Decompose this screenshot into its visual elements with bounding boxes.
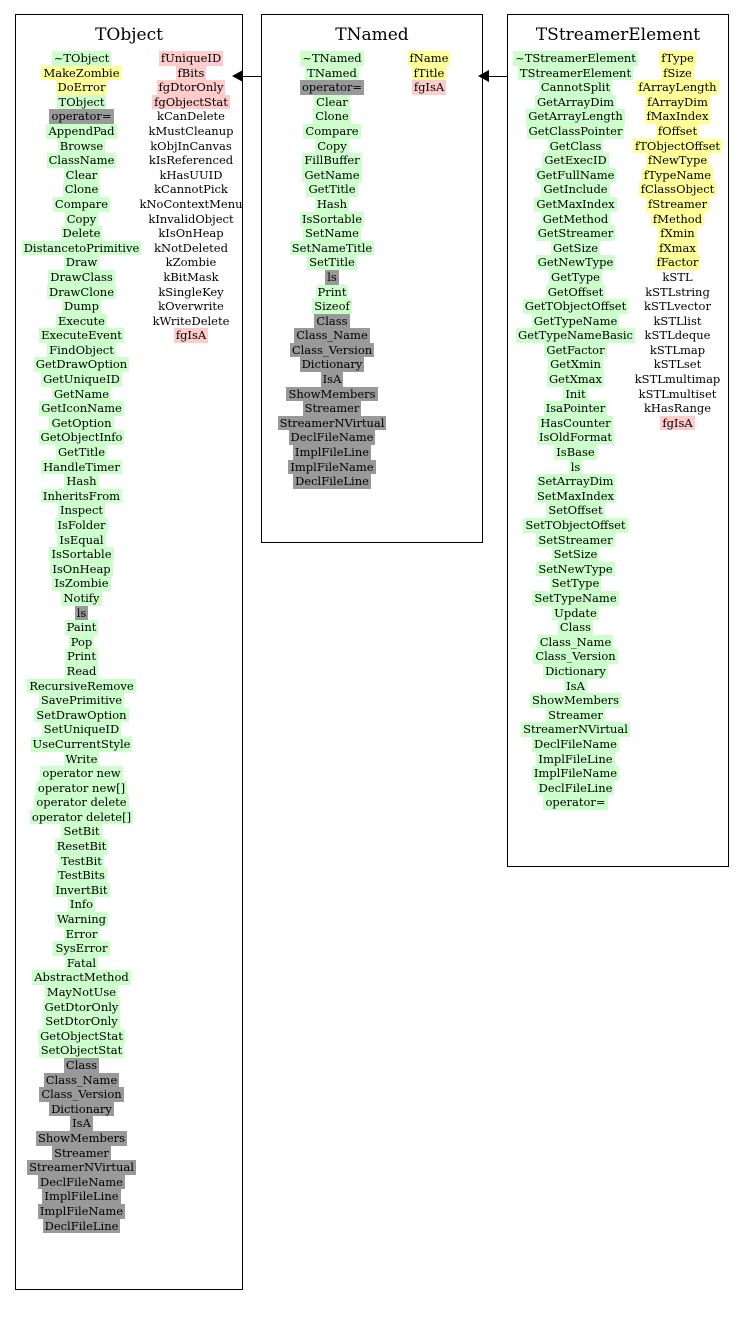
class-method[interactable]: GetNewType [537, 255, 614, 270]
class-field[interactable]: kSTLvector [644, 299, 711, 314]
class-method[interactable]: DeclFileLine [538, 780, 613, 795]
class-method[interactable]: SetOffset [548, 503, 603, 518]
class-method[interactable]: Dictionary [301, 357, 363, 372]
tobject-fields-column [139, 51, 243, 343]
class-method[interactable]: Copy [317, 138, 347, 153]
inheritance-arrowhead-tnamed-tobject [232, 70, 243, 82]
class-method[interactable]: SetNewType [538, 561, 613, 576]
class-field[interactable]: kSTLlist [653, 313, 702, 328]
class-method[interactable]: GetDtorOnly [44, 999, 119, 1014]
class-method[interactable]: ~TObject [53, 51, 110, 65]
class-field[interactable]: fStreamer [647, 196, 708, 211]
class-method[interactable]: UseCurrentStyle [32, 736, 131, 751]
class-method[interactable]: Compare [54, 196, 109, 211]
class-method[interactable]: Inspect [59, 503, 104, 518]
class-method[interactable]: GetName [304, 167, 360, 182]
class-method[interactable]: ImplFileName [290, 459, 374, 474]
class-method[interactable]: Class_Name [45, 1072, 118, 1087]
class-method[interactable]: operator= [545, 795, 606, 810]
class-field[interactable]: fgIsA [413, 80, 445, 95]
class-method[interactable]: operator delete [36, 795, 127, 810]
class-field[interactable]: fXmax [659, 240, 696, 255]
class-method[interactable]: GetType [551, 269, 600, 284]
class-method[interactable]: FindObject [49, 342, 114, 357]
class-method[interactable]: IsFolder [57, 518, 106, 532]
class-field[interactable]: kHasUUID [159, 167, 223, 182]
tstreamerelement-methods-column [516, 51, 635, 810]
class-method[interactable]: ShowMembers [288, 386, 376, 401]
class-method[interactable]: Hash [316, 196, 348, 211]
class-method[interactable]: GetObjectStat [40, 1028, 123, 1043]
class-method[interactable]: DeclFileLine [44, 1218, 119, 1233]
class-method[interactable]: GetIconName [41, 401, 122, 416]
class-method[interactable]: SetTObjectOffset [525, 518, 626, 532]
class-field[interactable]: kSTLmultimap [634, 372, 721, 387]
class-method[interactable]: IsA [72, 1116, 91, 1131]
class-field[interactable]: kIsReferenced [148, 153, 234, 168]
class-method[interactable]: MakeZombie [43, 65, 120, 80]
class-method[interactable]: SetBit [63, 824, 100, 839]
class-method[interactable]: SysError [55, 941, 108, 956]
class-method[interactable]: TestBits [58, 868, 105, 883]
class-method[interactable]: SetObjectStat [40, 1043, 123, 1058]
class-method[interactable]: SavePrimitive [40, 693, 123, 708]
class-method[interactable]: InvertBit [55, 882, 108, 897]
class-method[interactable]: Clone [64, 182, 99, 197]
class-field[interactable]: fTypeName [643, 167, 712, 182]
class-field[interactable]: kSTLstring [645, 284, 710, 299]
class-method[interactable]: ImplFileLine [294, 445, 370, 460]
class-method[interactable]: StreamerNVirtual [279, 415, 385, 430]
class-method[interactable]: Fatal [66, 955, 97, 970]
class-method[interactable]: IsSortable [301, 211, 363, 226]
class-field[interactable]: kNoContextMenu [139, 196, 243, 211]
class-box-tstreamerelement [507, 14, 729, 867]
class-method[interactable]: Streamer [548, 707, 603, 722]
class-method[interactable]: Compare [305, 123, 359, 138]
class-method[interactable]: CannotSplit [540, 80, 611, 95]
class-field[interactable]: fMaxIndex [646, 109, 709, 124]
class-method[interactable]: TNamed [307, 65, 357, 80]
class-field[interactable]: fNewType [647, 153, 708, 168]
class-method[interactable]: IsEqual [59, 532, 104, 547]
class-method[interactable]: IsaPointer [545, 401, 606, 416]
class-method[interactable]: ImplFileLine [44, 1189, 119, 1204]
class-method[interactable]: Dictionary [51, 1101, 112, 1116]
class-method[interactable]: Dump [64, 299, 99, 314]
class-method[interactable]: Print [67, 649, 96, 664]
class-field[interactable]: fClassObject [640, 182, 715, 197]
class-field[interactable]: fTObjectOffset [634, 138, 721, 153]
class-method[interactable]: ls [327, 269, 337, 284]
class-field[interactable]: kOverwrite [158, 299, 224, 314]
class-method[interactable]: DeclFileName [534, 736, 617, 751]
class-field[interactable]: kNotDeleted [154, 240, 228, 255]
class-field[interactable]: fOffset [657, 123, 698, 138]
class-method[interactable]: Write [65, 751, 98, 766]
class-field[interactable]: fType [661, 51, 694, 65]
class-method[interactable]: DeclFileName [40, 1174, 123, 1189]
class-field[interactable]: fFactor [656, 255, 699, 270]
class-method[interactable]: Sizeof [314, 299, 350, 314]
class-method[interactable]: Class [559, 620, 592, 635]
class-box-tobject [15, 14, 243, 1290]
class-method[interactable]: DrawClone [48, 284, 115, 299]
class-field[interactable]: fBits [177, 65, 205, 80]
class-method[interactable]: TestBit [61, 853, 102, 868]
class-method[interactable]: operator= [51, 109, 112, 124]
class-method[interactable]: Info [69, 897, 94, 912]
class-method[interactable]: Class_Version [291, 342, 373, 357]
class-method[interactable]: ClassName [48, 153, 115, 168]
class-method[interactable]: SetName [305, 226, 359, 241]
class-method[interactable]: Print [317, 284, 347, 299]
class-method[interactable]: GetXmax [548, 372, 603, 387]
class-field[interactable]: fXmin [660, 226, 695, 241]
class-field[interactable]: kSTLdeque [644, 328, 711, 343]
tnamed-fields-column [389, 51, 469, 95]
class-method[interactable]: GetObjectInfo [40, 430, 123, 445]
class-method[interactable]: ShowMembers [37, 1130, 126, 1145]
class-method[interactable]: operator= [301, 80, 363, 95]
class-method[interactable]: SetUniqueID [43, 722, 120, 737]
class-method[interactable]: DeclFileName [290, 430, 374, 445]
class-method[interactable]: MayNotUse [46, 985, 117, 999]
class-method[interactable]: GetArrayLength [528, 109, 623, 124]
class-method[interactable]: IsA [322, 372, 342, 387]
class-title-tstreamerelement: TStreamerElement [535, 25, 701, 45]
class-field[interactable]: kSTL [662, 269, 693, 284]
class-method[interactable]: operator new[] [37, 780, 126, 795]
class-method[interactable]: ls [76, 605, 87, 620]
class-method[interactable]: SetType [551, 576, 600, 591]
class-method[interactable]: Class_Name [539, 634, 612, 649]
class-method[interactable]: DrawClass [50, 269, 113, 284]
class-method[interactable]: GetOffset [547, 284, 604, 299]
class-method[interactable]: FillBuffer [304, 153, 360, 168]
class-field[interactable]: fArrayDim [647, 94, 708, 109]
class-method[interactable]: GetMethod [542, 211, 609, 226]
class-method[interactable]: TStreamerElement [519, 65, 632, 80]
class-method[interactable]: SetArrayDim [537, 474, 614, 489]
class-method[interactable]: Clear [65, 167, 98, 182]
class-method[interactable]: ~TNamed [302, 51, 362, 65]
class-field[interactable]: fgIsA [175, 328, 207, 343]
class-method[interactable]: ShowMembers [531, 693, 620, 708]
class-method[interactable]: DistancetoPrimitive [23, 240, 140, 255]
class-method[interactable]: RecursiveRemove [29, 678, 134, 693]
class-method[interactable]: Streamer [54, 1145, 109, 1160]
class-method[interactable]: operator delete[] [31, 809, 132, 824]
class-method[interactable]: ~TStreamerElement [515, 51, 636, 65]
inheritance-line-tstreamerelement-tnamed [489, 76, 508, 77]
class-method[interactable]: GetOption [51, 415, 112, 430]
class-method[interactable]: DoError [57, 80, 106, 95]
class-method[interactable]: DeclFileLine [295, 474, 369, 489]
class-method[interactable]: AbstractMethod [34, 970, 129, 985]
class-method[interactable]: IsZombie [54, 576, 109, 591]
class-title-tnamed: TNamed [335, 25, 409, 45]
class-method[interactable]: GetTObjectOffset [524, 299, 627, 314]
class-title-tobject: TObject [95, 25, 163, 45]
class-members-tstreamerelement [508, 51, 728, 810]
class-method[interactable]: Dictionary [545, 663, 606, 678]
class-method[interactable]: Class [65, 1057, 98, 1072]
class-method[interactable]: GetClassPointer [528, 123, 623, 138]
class-method[interactable]: Class_Version [41, 1087, 122, 1102]
class-field[interactable]: fSize [663, 65, 692, 80]
class-method[interactable]: Clone [315, 109, 349, 124]
class-method[interactable]: Draw [65, 255, 98, 270]
class-method[interactable]: TObject [58, 94, 105, 109]
class-method[interactable]: Clear [316, 94, 348, 109]
class-method[interactable]: ImplFileName [39, 1203, 124, 1218]
class-method[interactable]: InheritsFrom [42, 488, 121, 503]
class-field[interactable]: fgIsA [662, 415, 693, 430]
class-method[interactable]: Update [554, 605, 597, 620]
tnamed-methods-column [275, 51, 389, 489]
class-field[interactable]: kBitMask [163, 269, 219, 284]
class-method[interactable]: GetName [53, 386, 110, 401]
class-method[interactable]: Notify [63, 590, 100, 605]
class-method[interactable]: Pop [70, 634, 93, 649]
class-field[interactable]: fName [409, 51, 449, 65]
class-method[interactable]: IsOldFormat [538, 430, 613, 445]
class-method[interactable]: StreamerNVirtual [523, 722, 628, 737]
class-field[interactable]: kSTLmultiset [638, 386, 717, 401]
class-method[interactable]: HandleTimer [43, 459, 120, 474]
class-field[interactable]: kInvalidObject [148, 211, 234, 226]
inheritance-arrowhead-tstreamerelement-tnamed [478, 70, 489, 82]
class-field[interactable]: kIsOnHeap [158, 226, 224, 241]
class-method[interactable]: Execute [58, 313, 105, 328]
class-method[interactable]: GetTitle [308, 182, 356, 197]
class-method[interactable]: ls [570, 459, 581, 474]
class-method[interactable]: SetSize [553, 547, 598, 562]
class-method[interactable]: GetTitle [57, 445, 106, 460]
class-method[interactable]: SetDrawOption [36, 707, 127, 722]
class-method[interactable]: Streamer [304, 401, 360, 416]
class-method[interactable]: SetMaxIndex [536, 488, 615, 503]
class-method[interactable]: SetTypeName [534, 590, 617, 605]
class-method[interactable]: GetFactor [546, 342, 605, 357]
class-field[interactable]: fgDtorOnly [158, 80, 224, 95]
class-field[interactable]: kSTLset [653, 357, 702, 372]
class-field[interactable]: kZombie [165, 255, 217, 270]
class-method[interactable]: IsSortable [51, 547, 112, 562]
class-method[interactable]: GetExecID [544, 153, 607, 168]
class-method[interactable]: SetDtorOnly [45, 1014, 118, 1029]
class-field[interactable]: kCannotPick [154, 182, 228, 197]
class-method[interactable]: GetArrayDim [536, 94, 615, 109]
class-method[interactable]: SetNameTitle [291, 240, 373, 255]
class-method[interactable]: Copy [66, 211, 97, 226]
class-method[interactable]: Delete [62, 226, 101, 241]
class-method[interactable]: Error [65, 926, 98, 941]
class-method[interactable]: GetInclude [543, 182, 608, 197]
class-method[interactable]: ImplFileLine [538, 751, 613, 766]
class-method[interactable]: Hash [66, 474, 97, 489]
class-field[interactable]: kCanDelete [157, 109, 225, 124]
class-method[interactable]: HasCounter [540, 415, 611, 430]
class-method[interactable]: GetDrawOption [35, 357, 128, 372]
tobject-methods-column [20, 51, 144, 1233]
class-method[interactable]: AppendPad [48, 123, 115, 138]
class-field[interactable]: fUniqueID [160, 51, 222, 65]
class-field[interactable]: kHasRange [643, 401, 712, 416]
class-box-tnamed [261, 14, 483, 543]
class-field[interactable]: fTitle [413, 65, 445, 80]
class-method[interactable]: StreamerNVirtual [29, 1160, 134, 1175]
class-method[interactable]: operator new [42, 766, 121, 781]
class-method[interactable]: ResetBit [56, 839, 107, 854]
class-method[interactable]: Warning [56, 912, 107, 927]
class-method[interactable]: ExecuteEvent [41, 328, 122, 343]
class-method[interactable]: GetTypeName [533, 313, 618, 328]
tstreamerelement-fields-column [635, 51, 720, 430]
class-method[interactable]: GetFullName [536, 167, 615, 182]
class-method[interactable]: GetUniqueID [43, 372, 120, 387]
inheritance-line-tnamed-tobject [243, 76, 262, 77]
class-field[interactable]: kSTLmap [649, 342, 706, 357]
class-members-tnamed [262, 51, 482, 489]
class-method[interactable]: GetClass [549, 138, 602, 153]
class-method[interactable]: GetMaxIndex [536, 196, 615, 211]
class-field[interactable]: kObjInCanvas [150, 138, 232, 153]
class-field[interactable]: fMethod [652, 211, 703, 226]
class-members-tobject [16, 51, 242, 1233]
class-field[interactable]: fgObjectStat [154, 94, 228, 109]
class-field[interactable]: kWriteDelete [152, 313, 230, 328]
class-method[interactable]: IsA [566, 678, 585, 693]
class-method[interactable]: IsBase [556, 445, 595, 460]
class-method[interactable]: Read [66, 663, 97, 678]
class-field[interactable]: kSingleKey [158, 284, 224, 299]
class-method[interactable]: GetTypeNameBasic [518, 328, 633, 343]
class-method[interactable]: Paint [66, 620, 97, 635]
class-method[interactable]: GetSize [552, 240, 599, 255]
class-method[interactable]: Browse [59, 138, 104, 153]
class-method[interactable]: GetStreamer [537, 226, 614, 241]
class-method[interactable]: Init [565, 386, 586, 401]
class-field[interactable]: fArrayLength [638, 80, 717, 95]
class-method[interactable]: IsOnHeap [52, 561, 111, 576]
class-field[interactable]: kMustCleanup [148, 123, 234, 138]
class-method[interactable]: Class [316, 313, 348, 328]
class-method[interactable]: SetStreamer [538, 532, 613, 547]
class-method[interactable]: Class_Name [296, 328, 368, 343]
class-method[interactable]: Class_Version [535, 649, 616, 664]
class-method[interactable]: ImplFileName [533, 766, 618, 781]
class-method[interactable]: SetTitle [309, 255, 355, 270]
class-method[interactable]: GetXmin [550, 357, 601, 372]
